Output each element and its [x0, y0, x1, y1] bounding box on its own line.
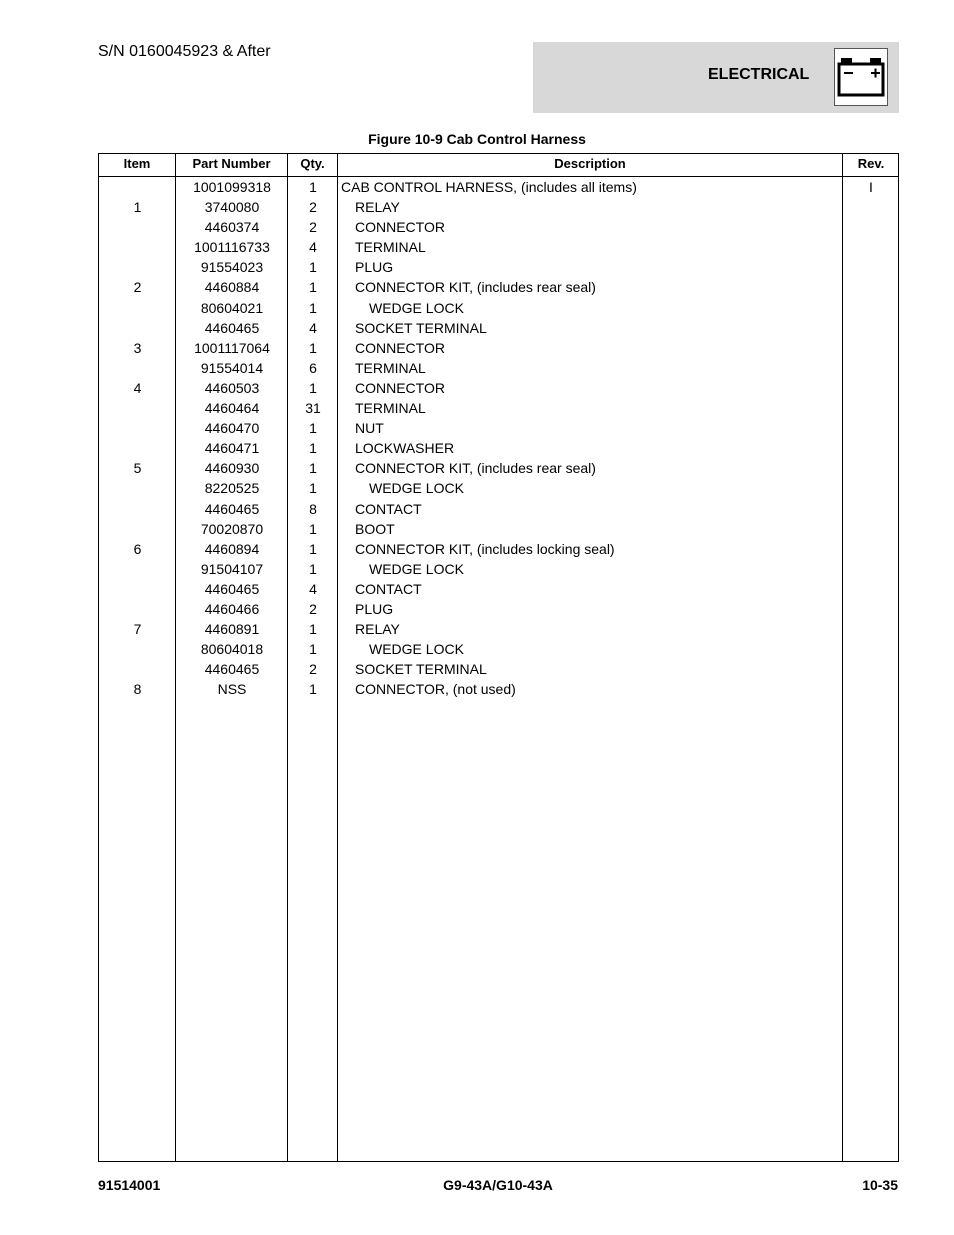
description: WEDGE LOCK: [369, 560, 464, 577]
description: CONTACT: [355, 500, 422, 517]
table-row: [99, 217, 898, 237]
table-row: [99, 358, 898, 378]
description: LOCKWASHER: [355, 440, 455, 457]
column-header-rev: Rev.: [857, 156, 885, 171]
description: SOCKET TERMINAL: [355, 661, 487, 678]
table-row: [99, 519, 898, 539]
column-header-item: Item: [123, 156, 151, 171]
quantity: 1: [309, 379, 317, 396]
quantity: 1: [309, 440, 317, 457]
quantity: 1: [309, 460, 317, 477]
quantity: 1: [309, 540, 317, 557]
quantity: 4: [309, 319, 317, 336]
quantity: 1: [309, 520, 317, 537]
quantity: 2: [309, 661, 317, 678]
description: CONNECTOR: [355, 339, 445, 356]
table-row: [99, 619, 898, 639]
table-row: [99, 458, 898, 478]
quantity: 8: [309, 500, 317, 517]
quantity: 4: [309, 239, 317, 256]
item-number: 1: [133, 199, 142, 216]
table-row: [99, 478, 898, 498]
description: WEDGE LOCK: [369, 641, 464, 658]
part-number: 91554014: [200, 359, 264, 376]
table-row: [99, 679, 898, 699]
part-number: 4460464: [204, 400, 260, 417]
description: NUT: [355, 420, 384, 437]
part-number: 70020870: [200, 520, 264, 537]
section-header: [533, 42, 899, 113]
part-number: 4460503: [204, 379, 260, 396]
revision: I: [869, 179, 873, 195]
table-row: [99, 257, 898, 277]
column-header-part-number: Part Number: [192, 156, 271, 171]
part-number: 1001099318: [193, 179, 271, 195]
part-number: 91504107: [200, 560, 264, 577]
table-row: [99, 277, 898, 297]
table-row: [99, 539, 898, 559]
table-row: [99, 639, 898, 659]
part-number: 4460891: [204, 621, 260, 638]
table-row: [99, 599, 898, 619]
table-row: [99, 177, 898, 197]
table-row: [99, 579, 898, 599]
item-number: 8: [133, 681, 142, 698]
part-number: 80604021: [200, 299, 264, 316]
section-title: ELECTRICAL: [708, 66, 810, 83]
part-number: 4460374: [204, 219, 260, 236]
footer-doc-number: 91514001: [98, 1177, 161, 1193]
table-row: [99, 298, 898, 318]
quantity: 1: [309, 259, 317, 276]
footer-model: G9-43A/G10-43A: [443, 1177, 553, 1193]
column-header-description: Description: [554, 156, 626, 171]
part-number: 4460465: [204, 661, 260, 678]
item-number: 5: [133, 460, 142, 477]
table-row: [99, 378, 898, 398]
parts-table: [98, 153, 899, 1162]
table-row: [99, 438, 898, 458]
quantity: 1: [309, 641, 317, 658]
part-number: 4460465: [204, 580, 260, 597]
part-number: 4460465: [204, 319, 260, 336]
description: CONNECTOR KIT, (includes rear seal): [355, 460, 596, 477]
table-row: [99, 499, 898, 519]
part-number: 80604018: [200, 641, 264, 658]
description: PLUG: [355, 600, 394, 617]
description: RELAY: [355, 199, 400, 216]
part-number: 91554023: [200, 259, 264, 276]
quantity: 1: [309, 420, 317, 437]
serial-number: S/N 0160045923 & After: [98, 43, 271, 60]
table-row: [99, 338, 898, 358]
description: WEDGE LOCK: [369, 480, 464, 497]
description: RELAY: [355, 621, 400, 638]
part-number: 4460466: [204, 600, 260, 617]
description: CONNECTOR KIT, (includes rear seal): [355, 279, 596, 296]
item-number: 3: [133, 339, 142, 356]
part-number: 1001117064: [194, 339, 270, 356]
table-row: [99, 197, 898, 217]
quantity: 2: [309, 199, 317, 216]
description: WEDGE LOCK: [369, 299, 464, 316]
description: TERMINAL: [355, 400, 426, 417]
battery-icon: [834, 48, 888, 106]
table-row: [99, 418, 898, 438]
part-number: 3740080: [204, 199, 260, 216]
part-number: 4460471: [204, 440, 260, 457]
quantity: 1: [309, 179, 317, 195]
quantity: 1: [309, 560, 317, 577]
description: PLUG: [355, 259, 394, 276]
table-row: [99, 318, 898, 338]
quantity: 1: [309, 279, 317, 296]
description: CONNECTOR: [355, 379, 445, 396]
figure-title: Figure 10-9 Cab Control Harness: [368, 131, 586, 147]
table-row: [99, 659, 898, 679]
description: SOCKET TERMINAL: [355, 319, 487, 336]
part-number: 4460894: [204, 540, 260, 557]
quantity: 31: [305, 400, 321, 417]
table-row: [99, 559, 898, 579]
part-number: 4460470: [204, 420, 260, 437]
footer-page-number: 10-35: [862, 1177, 898, 1193]
quantity: 1: [309, 480, 317, 497]
item-number: 4: [133, 379, 142, 396]
description: CONNECTOR, (not used): [355, 681, 516, 698]
parts-rows: [99, 177, 898, 699]
item-number: 6: [133, 540, 142, 557]
column-header-qty: Qty.: [300, 156, 325, 171]
quantity: 6: [309, 359, 317, 376]
quantity: 1: [309, 299, 317, 316]
description: CONNECTOR: [355, 219, 445, 236]
part-number: 4460930: [204, 460, 260, 477]
item-number: 7: [133, 621, 142, 638]
table-row: [99, 237, 898, 257]
description: CAB CONTROL HARNESS, (includes all items): [341, 179, 637, 195]
quantity: 2: [309, 600, 317, 617]
part-number: 1001116733: [194, 239, 270, 256]
part-number: 4460465: [204, 500, 260, 517]
description: TERMINAL: [355, 359, 426, 376]
quantity: 2: [309, 219, 317, 236]
description: CONNECTOR KIT, (includes locking seal): [355, 540, 615, 557]
part-number: 4460884: [204, 279, 260, 296]
quantity: 4: [309, 580, 317, 597]
item-number: 2: [133, 279, 142, 296]
part-number: 8220525: [204, 480, 260, 497]
description: TERMINAL: [355, 239, 426, 256]
description: CONTACT: [355, 580, 422, 597]
quantity: 1: [309, 339, 317, 356]
part-number: NSS: [217, 681, 247, 698]
table-row: [99, 398, 898, 418]
quantity: 1: [309, 681, 317, 698]
description: BOOT: [355, 520, 395, 537]
quantity: 1: [309, 621, 317, 638]
